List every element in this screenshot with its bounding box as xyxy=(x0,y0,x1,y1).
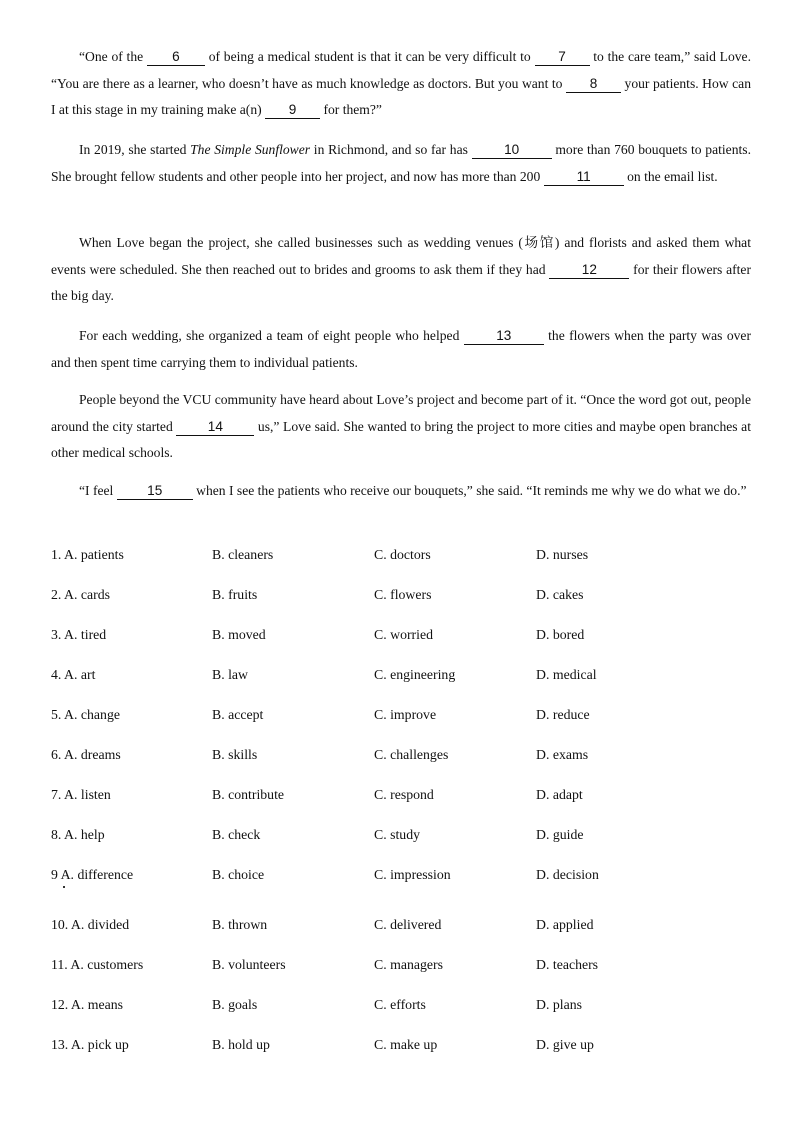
option-d: D. medical xyxy=(536,667,597,682)
option-d: D. applied xyxy=(536,917,594,932)
paragraph-p4 xyxy=(51,323,751,376)
paragraph-p2 xyxy=(51,137,751,190)
paragraph-p6 xyxy=(51,478,751,505)
blank-12: 12 xyxy=(549,262,629,279)
option-a: 8. A. help xyxy=(51,827,105,842)
option-row xyxy=(51,627,751,649)
paragraph-text: in Richmond, and so far has xyxy=(310,142,472,157)
option-b: B. goals xyxy=(212,997,258,1012)
option-d: D. give up xyxy=(536,1037,594,1052)
option-row xyxy=(51,917,751,939)
option-c: C. worried xyxy=(374,627,434,642)
option-d: D. guide xyxy=(536,827,584,842)
paragraph-p3 xyxy=(51,230,751,310)
italic-title: The Simple Sunflower xyxy=(190,142,311,157)
option-d: D. plans xyxy=(536,997,582,1012)
option-d: D. cakes xyxy=(536,587,584,602)
option-b: B. moved xyxy=(212,627,266,642)
paragraph-p1 xyxy=(51,44,751,124)
option-row xyxy=(51,667,751,689)
paragraph-text: us,” Love said. She wanted to bring the project to more cities and maybe open branches at other medical schools. xyxy=(51,418,751,460)
option-c: C. challenges xyxy=(374,747,449,762)
option-a: 7. A. listen xyxy=(51,787,111,802)
blank-7: 7 xyxy=(535,49,590,66)
paragraph-text: “I feel xyxy=(79,483,117,498)
option-d: D. teachers xyxy=(536,957,599,972)
blank-9: 9 xyxy=(265,102,320,119)
option-a: 11. A. customers xyxy=(51,957,144,972)
paragraph-text: People beyond the VCU community have heard about Love’s project and become part of it. “Once the word got out, people around the city started xyxy=(51,392,751,434)
option-a: 3. A. tired xyxy=(51,627,107,642)
paragraph-text: when I see the patients who receive our bouquets,” she said. “It reminds me why we do what we do.” xyxy=(192,483,747,498)
option-d: D. nurses xyxy=(536,547,589,562)
option-c: C. impression xyxy=(374,867,451,882)
paragraph-text: more than 760 bouquets to patients. She brought fellow students and other people into her project, and now has more than 200 xyxy=(51,142,751,184)
option-d: D. adapt xyxy=(536,787,583,802)
option-b: B. cleaners xyxy=(212,547,274,562)
option-c: C. respond xyxy=(374,787,434,802)
option-c: C. improve xyxy=(374,707,437,722)
blank-13: 13 xyxy=(464,328,544,345)
option-a: 2. A. cards xyxy=(51,587,111,602)
option-d: D. exams xyxy=(536,747,589,762)
option-a: 13. A. pick up xyxy=(51,1037,129,1052)
option-row xyxy=(51,547,751,569)
option-row xyxy=(51,997,751,1019)
option-b: B. volunteers xyxy=(212,957,286,972)
blank-11: 11 xyxy=(544,169,624,186)
option-row xyxy=(51,827,751,849)
blank-15: 15 xyxy=(117,483,193,500)
option-c: C. make up xyxy=(374,1037,438,1052)
paragraph-text: your patients. How can I at this stage in my training make a(n) xyxy=(51,75,751,117)
option-a: 4. A. art xyxy=(51,667,96,682)
option-b: B. hold up xyxy=(212,1037,270,1052)
option-row xyxy=(51,787,751,809)
option-row xyxy=(51,957,751,979)
option-a: 9 A. difference xyxy=(51,867,134,882)
blank-6: 6 xyxy=(147,49,205,66)
option-a: 10. A. divided xyxy=(51,917,130,932)
option-d: D. reduce xyxy=(536,707,590,722)
option-d: D. bored xyxy=(536,627,585,642)
blank-10: 10 xyxy=(472,142,552,159)
option-b: B. choice xyxy=(212,867,265,882)
option-row xyxy=(51,1037,751,1059)
paragraph-text: to the care team,” said Love. “You are there as a learner, who doesn’t have as much knowledge as doctors. But you want to xyxy=(51,49,751,91)
option-row xyxy=(51,587,751,609)
option-c: C. efforts xyxy=(374,997,426,1012)
option-b: B. thrown xyxy=(212,917,268,932)
option-c: C. doctors xyxy=(374,547,431,562)
option-row xyxy=(51,707,751,729)
option-c: C. flowers xyxy=(374,587,432,602)
paragraph-text: for them?” xyxy=(320,102,382,117)
stray-mark xyxy=(63,886,65,888)
option-b: B. accept xyxy=(212,707,264,722)
option-b: B. contribute xyxy=(212,787,285,802)
paragraph-text: the flowers when the party was over and then spent time carrying them to individual patients. xyxy=(51,328,751,370)
option-a: 1. A. patients xyxy=(51,547,124,562)
option-row xyxy=(51,747,751,769)
paragraph-text: for their flowers after the big day. xyxy=(51,261,751,303)
option-c: C. delivered xyxy=(374,917,442,932)
paragraph-text: For each wedding, she organized a team of eight people who helped xyxy=(79,328,464,343)
option-c: C. study xyxy=(374,827,420,842)
option-d: D. decision xyxy=(536,867,599,882)
paragraph-text: on the email list. xyxy=(623,168,718,184)
paragraph-text: “One of the xyxy=(79,49,147,64)
blank-8: 8 xyxy=(566,76,621,93)
option-c: C. managers xyxy=(374,957,443,972)
option-a: 5. A. change xyxy=(51,707,120,722)
option-b: B. law xyxy=(212,667,249,682)
option-a: 6. A. dreams xyxy=(51,747,121,762)
option-b: B. check xyxy=(212,827,261,842)
option-row xyxy=(51,867,751,889)
paragraph-p5 xyxy=(51,387,751,467)
paragraph-text: In 2019, she started xyxy=(79,142,191,157)
paragraph-text: of being a medical student is that it can be very difficult to xyxy=(204,49,535,64)
blank-14: 14 xyxy=(176,419,254,436)
option-a: 12. A. means xyxy=(51,997,124,1012)
option-b: B. fruits xyxy=(212,587,258,602)
option-b: B. skills xyxy=(212,747,258,762)
paragraph-text: When Love began the project, she called businesses such as wedding venues (场馆) and florists and asked them what events were scheduled. She then reached out to brides and grooms to ask them if they had xyxy=(51,235,751,277)
option-c: C. engineering xyxy=(374,667,456,682)
